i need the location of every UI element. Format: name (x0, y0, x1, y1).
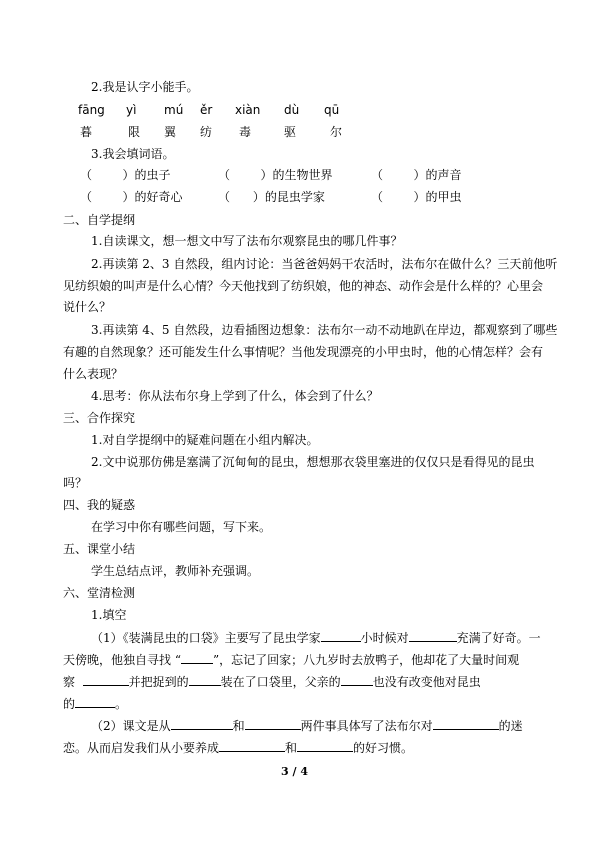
pinyin-2: yì (126, 103, 137, 117)
paragraph: 学生总结点评，教师补充强调。 (91, 564, 260, 578)
section-heading: 五、课堂小结 (63, 542, 136, 556)
paragraph: 4.思考：你从法布尔身上学到了什么，体会到了什么？ (91, 389, 379, 403)
blank-field[interactable] (433, 717, 499, 730)
fill-text: 和 (232, 719, 245, 733)
paragraph-line: 吗？ (63, 476, 88, 490)
q3-word: 的声音 (425, 168, 462, 182)
blank-field[interactable] (189, 673, 221, 686)
q3-row1-item3: （ ）的声音 (371, 168, 462, 182)
section-heading: 六、堂清检测 (63, 586, 136, 600)
q3-row1-item1: （ ）的虫子 (80, 168, 171, 182)
blank-field[interactable] (75, 695, 115, 708)
blank-field[interactable] (171, 717, 233, 730)
fill-text: 并把捉到的 (128, 675, 189, 689)
fill-text: 也没有改变他对昆虫 (372, 675, 481, 689)
q3-row2-item3: （ ）的甲虫 (371, 190, 462, 204)
paragraph-line: 说什么？ (63, 300, 112, 314)
q3-word: 的甲虫 (425, 190, 462, 204)
q3-word: 的昆虫学家 (264, 190, 325, 204)
section-heading: 三、合作探究 (63, 411, 136, 425)
pinyin-5: xiàn (235, 103, 261, 117)
fill-blank-line (63, 651, 519, 668)
pinyin-6: dù (284, 103, 300, 117)
fill-blank-line (63, 695, 127, 712)
char-7: 尔 (330, 125, 343, 139)
fill-text: （1）《装满昆虫的口袋》主要写了昆虫学家 (91, 631, 321, 645)
paragraph-line: 有趣的自然现象？还可能发生什么事情呢？当他发现漂亮的小甲虫时，他的心情怎样？会有 (63, 345, 544, 359)
fill-text: 察 (63, 675, 76, 689)
sub-heading: 1.填空 (91, 608, 127, 622)
section-heading: 四、我的疑惑 (63, 498, 136, 512)
blank-field[interactable] (181, 651, 213, 664)
fill-text: 两件事具体写了法布尔对 (300, 719, 433, 733)
blank-field[interactable] (409, 629, 457, 642)
q3-row2-item2: （ ）的昆虫学家 (218, 190, 325, 204)
fill-blank-line (91, 629, 541, 646)
blank-field[interactable] (83, 673, 129, 686)
blank-field[interactable] (219, 739, 285, 752)
blank-field[interactable] (245, 717, 301, 730)
char-1: 暮 (80, 125, 93, 139)
q3-row2-item1: （ ）的好奇心 (80, 190, 183, 204)
fill-blank-line (63, 739, 413, 756)
paragraph-line: 什么表现？ (63, 367, 124, 381)
fill-blank-line (91, 717, 523, 734)
paragraph: 在学习中你有哪些问题，写下来。 (91, 520, 272, 534)
pinyin-1: fāng (78, 103, 105, 117)
pinyin-7: qū (324, 103, 340, 117)
q3-title: 3.我会填词语。 (91, 147, 175, 161)
blank-field[interactable] (321, 629, 361, 642)
fill-text: 。 (115, 697, 128, 711)
paragraph: 1.对自学提纲中的疑难问题在小组内解决。 (91, 433, 319, 447)
q3-word: 的虫子 (134, 168, 171, 182)
fill-text: 装在了口袋里，父亲的 (220, 675, 341, 689)
blank-field[interactable] (297, 739, 353, 752)
fill-text: （2）课文是从 (91, 719, 171, 733)
pinyin-4: ěr (200, 103, 213, 117)
q2-title: 2.我是认字小能手。 (91, 80, 199, 94)
fill-text: 的迷 (498, 719, 523, 733)
page-number: 3 / 4 (281, 765, 308, 778)
blank-field[interactable] (341, 673, 373, 686)
char-5: 毒 (239, 125, 252, 139)
fill-text: 恋。从而启发我们从小要养成 (63, 741, 220, 755)
fill-blank-line (63, 673, 481, 690)
fill-text: 和 (285, 741, 298, 755)
char-3: 翼 (164, 125, 177, 139)
fill-text: ”，忘记了回家；八九岁时去放鸭子，他却花了大量时间观 (212, 653, 520, 667)
fill-text: 天傍晚，他独自寻找 “ (63, 653, 181, 667)
section-heading: 二、自学提纲 (63, 213, 136, 227)
q3-word: 的生物世界 (272, 168, 333, 182)
fill-text: 小时候对 (360, 631, 409, 645)
pinyin-3: mú (164, 103, 184, 117)
fill-text: 充满了好奇。一 (456, 631, 541, 645)
q3-row1-item2: （ ）的生物世界 (218, 168, 333, 182)
paragraph-line: 见纺织娘的叫声是什么心情？今天他找到了纺织娘，他的神态、动作会是什么样的？心里会 (63, 279, 544, 293)
paragraph-line: 2.再读第 2、3 自然段，组内讨论：当爸爸妈妈干农活时，法布尔在做什么？三天前他听 (91, 257, 558, 271)
char-4: 纺 (200, 125, 213, 139)
paragraph-line: 2.文中说那仿佛是塞满了沉甸甸的昆虫，想想那衣袋里塞进的仅仅只是看得见的昆虫 (91, 455, 535, 469)
char-2: 限 (128, 125, 141, 139)
paragraph-line: 3.再读第 4、5 自然段，边看插图边想象：法布尔一动不动地趴在岸边，都观察到了哪些 (91, 323, 558, 337)
char-6: 驱 (284, 125, 297, 139)
fill-text: 的好习惯。 (353, 741, 414, 755)
fill-text: 的 (63, 697, 76, 711)
paragraph: 1.自读课文，想一想文中写了法布尔观察昆虫的哪几件事？ (91, 234, 403, 248)
q3-word: 的好奇心 (134, 190, 183, 204)
